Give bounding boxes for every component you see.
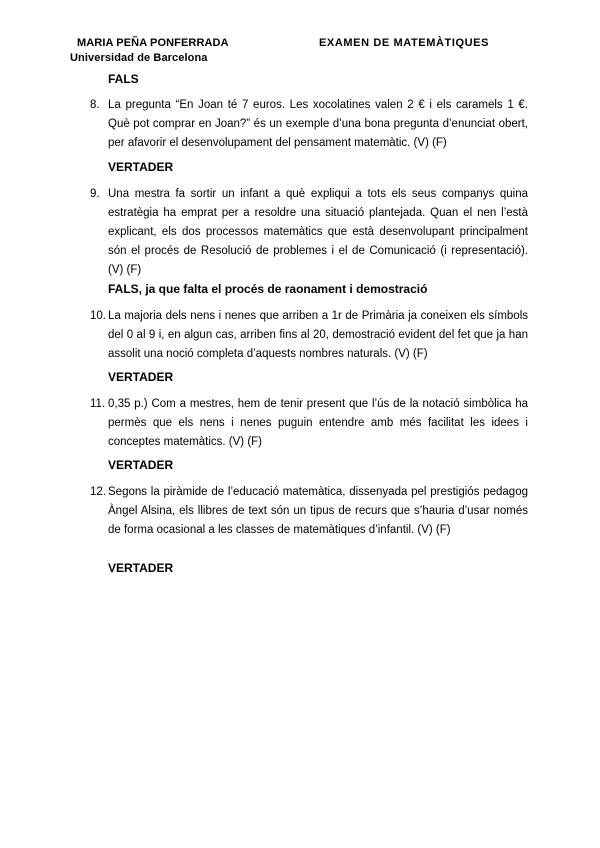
question-number: 11. bbox=[90, 398, 106, 410]
author-name: MARIA PEÑA PONFERRADA bbox=[77, 37, 229, 49]
question-text: 0,35 p.) Com a mestres, hem de tenir present que l’ús de la notació simbòlica ha permès que els nens i nenes puguin entendre amb més facilitat les idees i conceptes matemàtics. (V) (F) bbox=[108, 398, 528, 448]
question-text: Segons la piràmide de l’educació matemàtica, dissenyada pel prestigiós pedagog Àngel Alsina, els llibres de text són un tipus de recurs que s’hauria d’usar només de forma ocasional a les classes de matemàtiques d’infantil. (V) (F) bbox=[108, 486, 528, 536]
question-10 bbox=[90, 307, 528, 364]
question-text: La majoria dels nens i nenes que arriben a 1r de Primària ja coneixen els símbols del 0 al 9 i, en algun cas, arriben fins al 20, demostració evident del fet que ja han assolit una noció completa d’aquests nombres naturals. (V) (F) bbox=[108, 310, 528, 360]
answer-12: VERTADER bbox=[108, 561, 174, 575]
question-number: 9. bbox=[90, 188, 100, 200]
question-11 bbox=[90, 395, 528, 452]
answer-11: VERTADER bbox=[108, 458, 174, 472]
exam-title: EXAMEN DE MATEMÀTIQUES bbox=[319, 37, 490, 49]
question-text: La pregunta “En Joan té 7 euros. Les xocolatines valen 2 € i els caramels 1 €. Què pot comprar en Joan?” és un exemple d’una bona pregunta d’enunciat obert, per afavorir el desenvolupament del pensament matemàtic. (V) (F) bbox=[108, 99, 528, 149]
question-8 bbox=[90, 96, 528, 153]
question-12 bbox=[90, 483, 528, 540]
question-number: 8. bbox=[90, 99, 100, 111]
question-text: Una mestra fa sortir un infant a què expliqui a tots els seus companys quina estratègia ha emprat per a resoldre una situació plantejada. Quan el nen l’està explicant, els dos processos matemàtics que està desenvolupant principalment són el procés de Resolució de problemes i el de Comunicació (i representació). (V) (F) bbox=[108, 188, 528, 276]
answer-10: VERTADER bbox=[108, 370, 174, 384]
question-number: 10. bbox=[90, 310, 106, 322]
answer-9: FALS, ja que falta el procés de raonament i demostració bbox=[108, 282, 428, 296]
question-9 bbox=[90, 185, 528, 280]
question-number: 12. bbox=[90, 486, 106, 498]
answer-8: VERTADER bbox=[108, 160, 174, 174]
answer-7: FALS bbox=[108, 72, 139, 86]
university-name: Universidad de Barcelona bbox=[70, 52, 208, 64]
